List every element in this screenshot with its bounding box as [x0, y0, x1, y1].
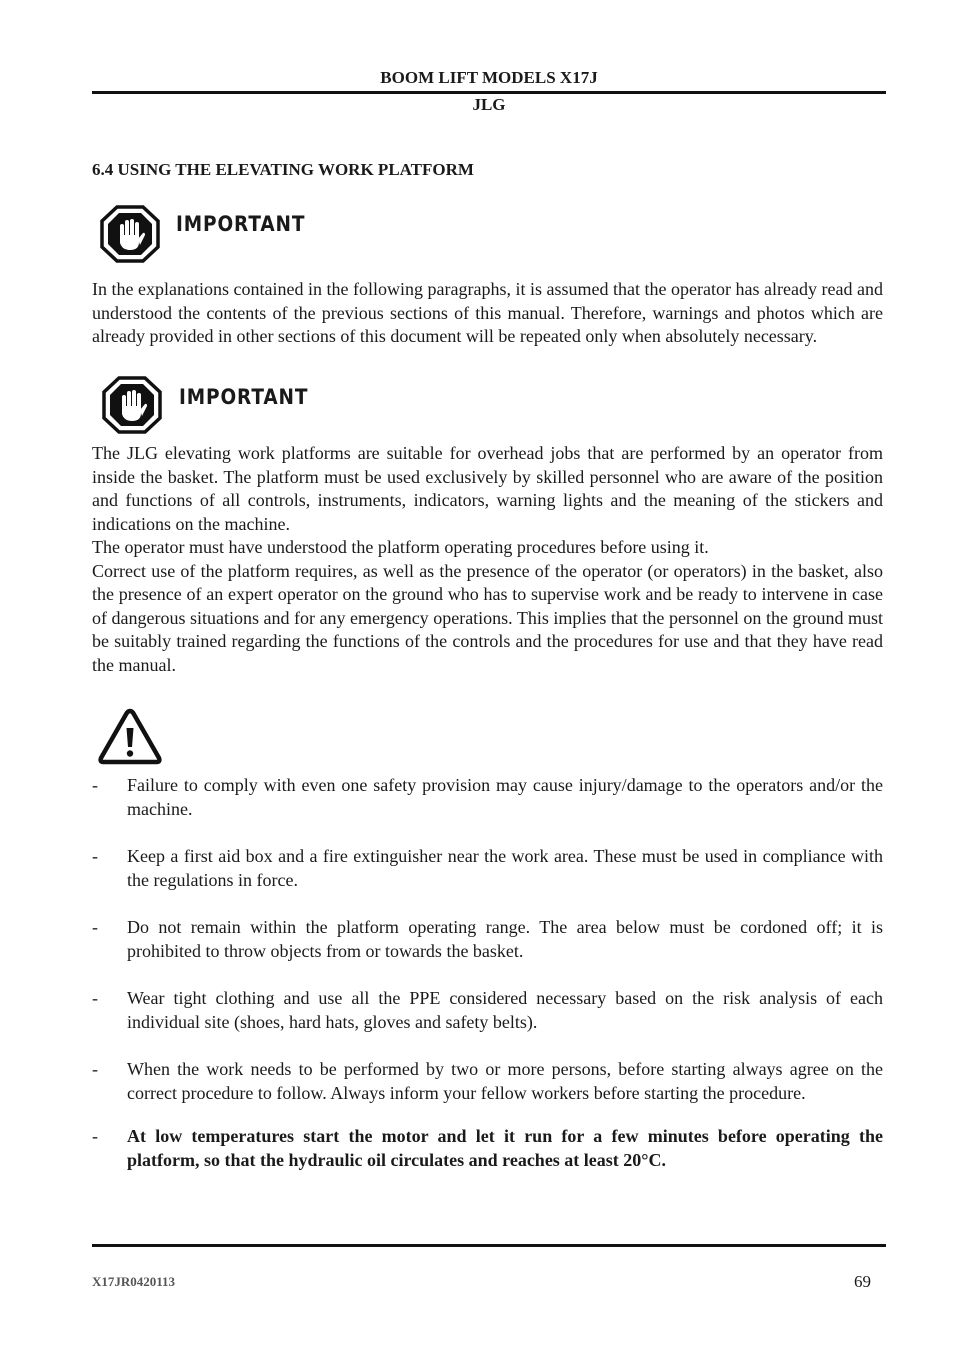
paragraph: The JLG elevating work platforms are suitable for overhead jobs that are performed by an operator from inside the basket. The platform must be used exclusively by skilled personnel who are aware of the position and functions of all controls, instruments, indicators, warning lights and the meaning of the stickers and indications on the machine.: [92, 443, 883, 534]
bullet-dash: -: [92, 988, 98, 1008]
warning-triangle-icon: [98, 708, 162, 766]
header-divider: [92, 91, 886, 94]
section-title: 6.4 USING THE ELEVATING WORK PLATFORM: [92, 160, 474, 179]
warning-list: [92, 774, 883, 1172]
paragraph: Correct use of the platform requires, as well as the presence of the operator (or operators) in the basket, also the presence of an expert operator on the ground who has to supervise work and be ready to intervene in case of dangerous situations and for any emergency operations. This implies that the personnel on the ground must be suitably trained regarding the functions of the controls and the procedures for use and that they have read the manual.: [92, 560, 883, 675]
bullet-dash: -: [92, 1059, 98, 1079]
paragraph: The operator must have understood the platform operating procedures before using it.: [92, 537, 709, 557]
stop-hand-icon: [102, 376, 162, 434]
header-subtitle: JLG: [472, 95, 506, 114]
list-item-text: Do not remain within the platform operating range. The area below must be cordoned off; it is prohibited to throw objects from or towards the basket.: [127, 917, 883, 961]
important-text-1: [92, 278, 883, 349]
paragraph: In the explanations contained in the following paragraphs, it is assumed that the operator has already read and understood the contents of the previous sections of this manual. Therefore, warnings and photos which are already provided in other sections of this document will be repeated only when absolutely necessary.: [92, 279, 883, 346]
list-item-text: When the work needs to be performed by two or more persons, before starting always agree on the correct procedure to follow. Always inform your fellow workers before starting the procedure.: [127, 1059, 883, 1103]
list-item: [92, 1058, 883, 1105]
list-item: [92, 845, 883, 892]
important-text-2: [92, 442, 883, 677]
list-item-text: Failure to comply with even one safety provision may cause injury/damage to the operators and/or the machine.: [127, 775, 883, 819]
important-label-1: IMPORTANT: [176, 212, 306, 236]
header-title: BOOM LIFT MODELS X17J: [380, 68, 598, 87]
list-item: [92, 774, 883, 821]
list-item-text: Keep a first aid box and a fire extinguisher near the work area. These must be used in compliance with the regulations in force.: [127, 846, 883, 890]
list-item: [92, 916, 883, 963]
bullet-dash: -: [92, 917, 98, 937]
bullet-dash: -: [92, 846, 98, 866]
list-item-text: Wear tight clothing and use all the PPE considered necessary based on the risk analysis of each individual site (shoes, hard hats, gloves and safety belts).: [127, 988, 883, 1032]
list-item-text: At low temperatures start the motor and let it run for a few minutes before operating the platform, so that the hydraulic oil circulates and reaches at least 20°C.: [127, 1126, 883, 1170]
stop-hand-icon: [100, 205, 160, 263]
bullet-dash: -: [92, 775, 98, 795]
list-item: [92, 987, 883, 1034]
list-item: [92, 1125, 883, 1172]
important-label-2: IMPORTANT: [179, 385, 309, 409]
bullet-dash: -: [92, 1126, 98, 1146]
document-code: X17JR0420113: [92, 1274, 176, 1289]
footer-divider: [92, 1244, 886, 1247]
page-number: 69: [854, 1272, 871, 1291]
